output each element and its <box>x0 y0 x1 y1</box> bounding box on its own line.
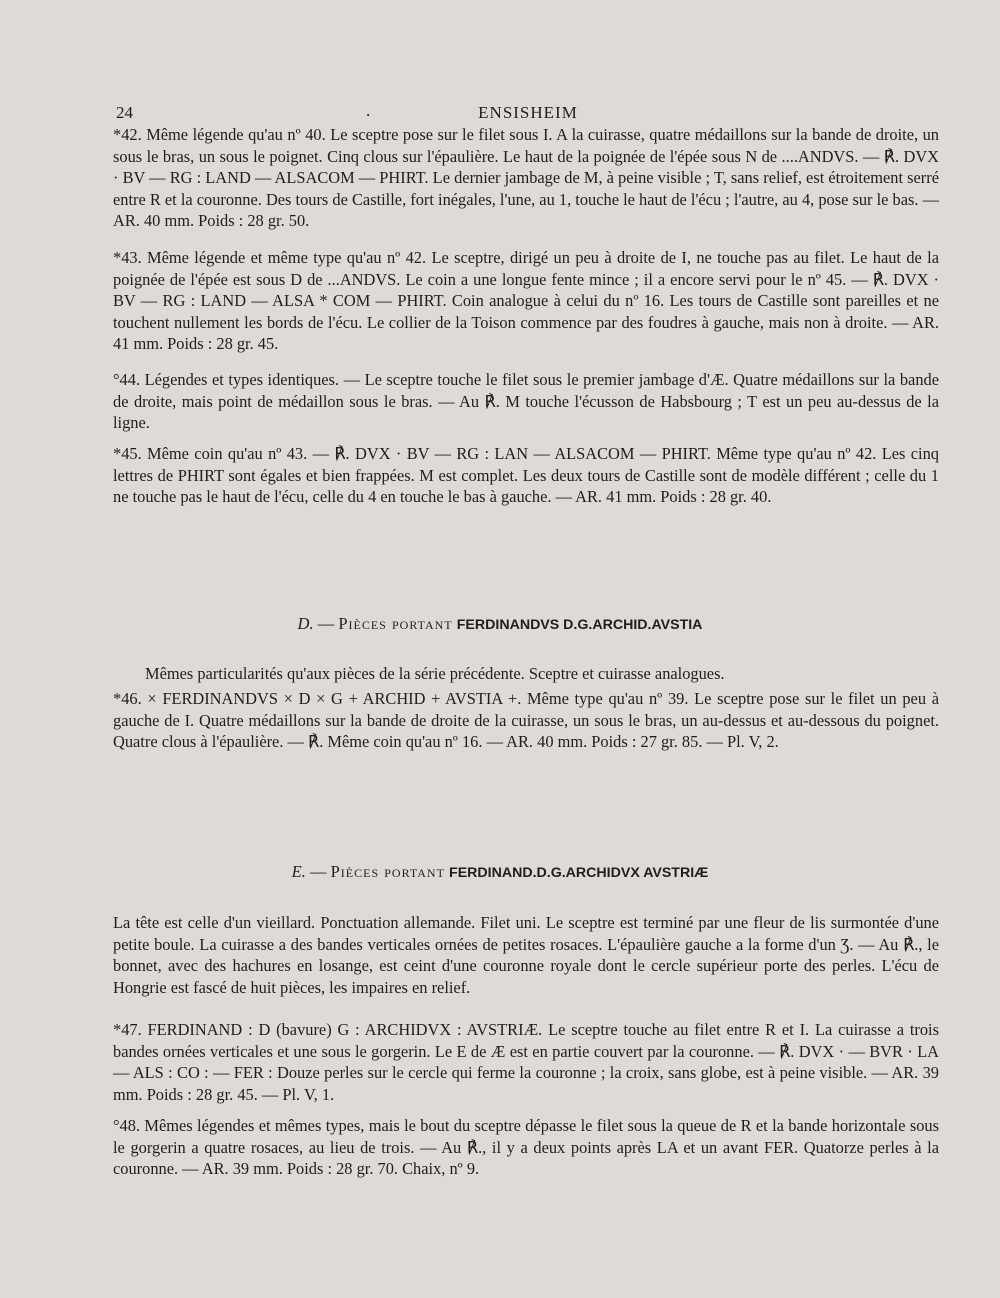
catalog-entry-47: *47. FERDINAND : D (bavure) G : ARCHIDVX : AVSTRIÆ. Le sceptre touche au filet entre R et I. La cuirasse a trois bandes ornées verticales et une sous le gorgerin. Le E de Æ est en partie couvert par la couronne. — ℟. DVX · — BVR · LA — ALS : CO : — FER : Douze perles sur le cercle qui ferme la couronne ; la croix, sans globe, est à peine visible. — AR. 39 mm. Poids : 28 gr. 45. — Pl. V, 1. <box>113 1020 939 1104</box>
catalog-entry-44: °44. Légendes et types identiques. — Le sceptre touche le filet sous le premier jambage d'Æ. Quatre médaillons sur la bande de droite, mais point de médaillon sous le bras. — Au ℟. M touche l'écusson de Habsbourg ; T est un peu au-dessus de la ligne. <box>113 370 939 432</box>
section-d-intro: Mêmes particularités qu'aux pièces de la série précédente. Sceptre et cuirasse analogues. <box>145 664 725 683</box>
catalog-entry-46: *46. × FERDINANDVS × D × G + ARCHID + AVSTIA +. Même type qu'au nº 39. Le sceptre pose sur le filet un peu à gauche de I. Quatre médaillons sur la bande de droite de la cuirasse, un sous le bras, un au-dessus et au-dessous du poignet. Quatre clous à l'épaulière. — ℟. Même coin qu'au nº 16. — AR. 40 mm. Poids : 27 gr. 85. — Pl. V, 2. <box>113 689 939 751</box>
section-e-letter: E. <box>291 862 306 881</box>
running-title: ENSISHEIM <box>478 103 578 122</box>
catalog-entry-45: *45. Même coin qu'au nº 43. — ℟. DVX · BV — RG : LAN — ALSACOM — PHIRT. Même type qu'au nº 42. Les cinq lettres de PHIRT sont égales et bien frappées. M est complet. Les deux tours de Castille sont de modèle différent ; celle du 1 ne touche pas le haut de l'écu, celle du 4 en touche le bas à gauche. — AR. 41 mm. Poids : 28 gr. 40. <box>113 444 939 506</box>
section-e-intro: La tête est celle d'un vieillard. Ponctuation allemande. Filet uni. Le sceptre est terminé par une fleur de lis surmontée d'une petite boule. La cuirasse a des bandes verticales ornées de petites rosaces. L'épaulière gauche a la forme d'un Ʒ. — Au ℟., le bonnet, avec des hachures en losange, est ceint d'une couronne royale dont le cercle supérieur porte des perles. L'écu de Hongrie est fascé de huit pièces, les impaires en relief. <box>113 913 939 997</box>
section-d-dash: — <box>317 614 335 633</box>
catalog-entry-43: *43. Même légende et même type qu'au nº 42. Le sceptre, dirigé un peu à droite de I, ne touche pas au filet. Le haut de la poignée de l'épée est sous D de ...ANDVS. Le coin a une longue fente mince ; il a encore servi pour le nº 45. — ℟. DVX · BV — RG : LAND — ALSA * COM — PHIRT. Coin analogue à celui du nº 16. Les tours de Castille sont pareilles et ne touchent nullement les bords de l'écu. Le collier de la Toison commence par des foudres à gauche, mais non à droite. — AR. 41 mm. Poids : 28 gr. 45. <box>113 248 939 353</box>
catalog-entry-48: °48. Mêmes légendes et mêmes types, mais le bout du sceptre dépasse le filet sous la queue de R et la bande horizontale sous le gorgerin a quatre rosaces, au lieu de trois. — Au ℟., il y a deux points après LA et un avant FER. Quatorze perles à la couronne. — AR. 39 mm. Poids : 28 gr. 70. Chaix, nº 9. <box>113 1116 939 1178</box>
section-e-label: Pièces portant <box>330 862 445 881</box>
section-e-legend: FERDINAND.D.G.ARCHIDVX AVSTRIÆ <box>449 865 709 881</box>
section-d-label: Pièces portant <box>338 614 453 633</box>
section-d-heading <box>0 614 1000 634</box>
section-d-letter: D. <box>297 614 314 633</box>
section-d-legend: FERDINANDVS D.G.ARCHID.AVSTIA <box>456 617 703 633</box>
section-e-dash: — <box>309 862 327 881</box>
header-dot: . <box>366 101 371 120</box>
section-e-heading <box>0 862 1000 882</box>
page-number: 24 <box>116 103 133 122</box>
catalog-entry-42: *42. Même légende qu'au nº 40. Le sceptre pose sur le filet sous I. A la cuirasse, quatre médaillons sur la bande de droite, un sous le bras, un sous le poignet. Cinq clous sur l'épaulière. Le haut de la poignée de l'épée sous N de ....ANDVS. — ℟. DVX · BV — RG : LAND — ALSACOM — PHIRT. Le dernier jambage de M, à peine visible ; T, sans relief, est étroitement serré entre R et la couronne. Des tours de Castille, fort inégales, l'une, au 1, touche le haut de l'écu ; l'autre, au 4, pose sur le bas. — AR. 40 mm. Poids : 28 gr. 50. <box>113 125 939 230</box>
